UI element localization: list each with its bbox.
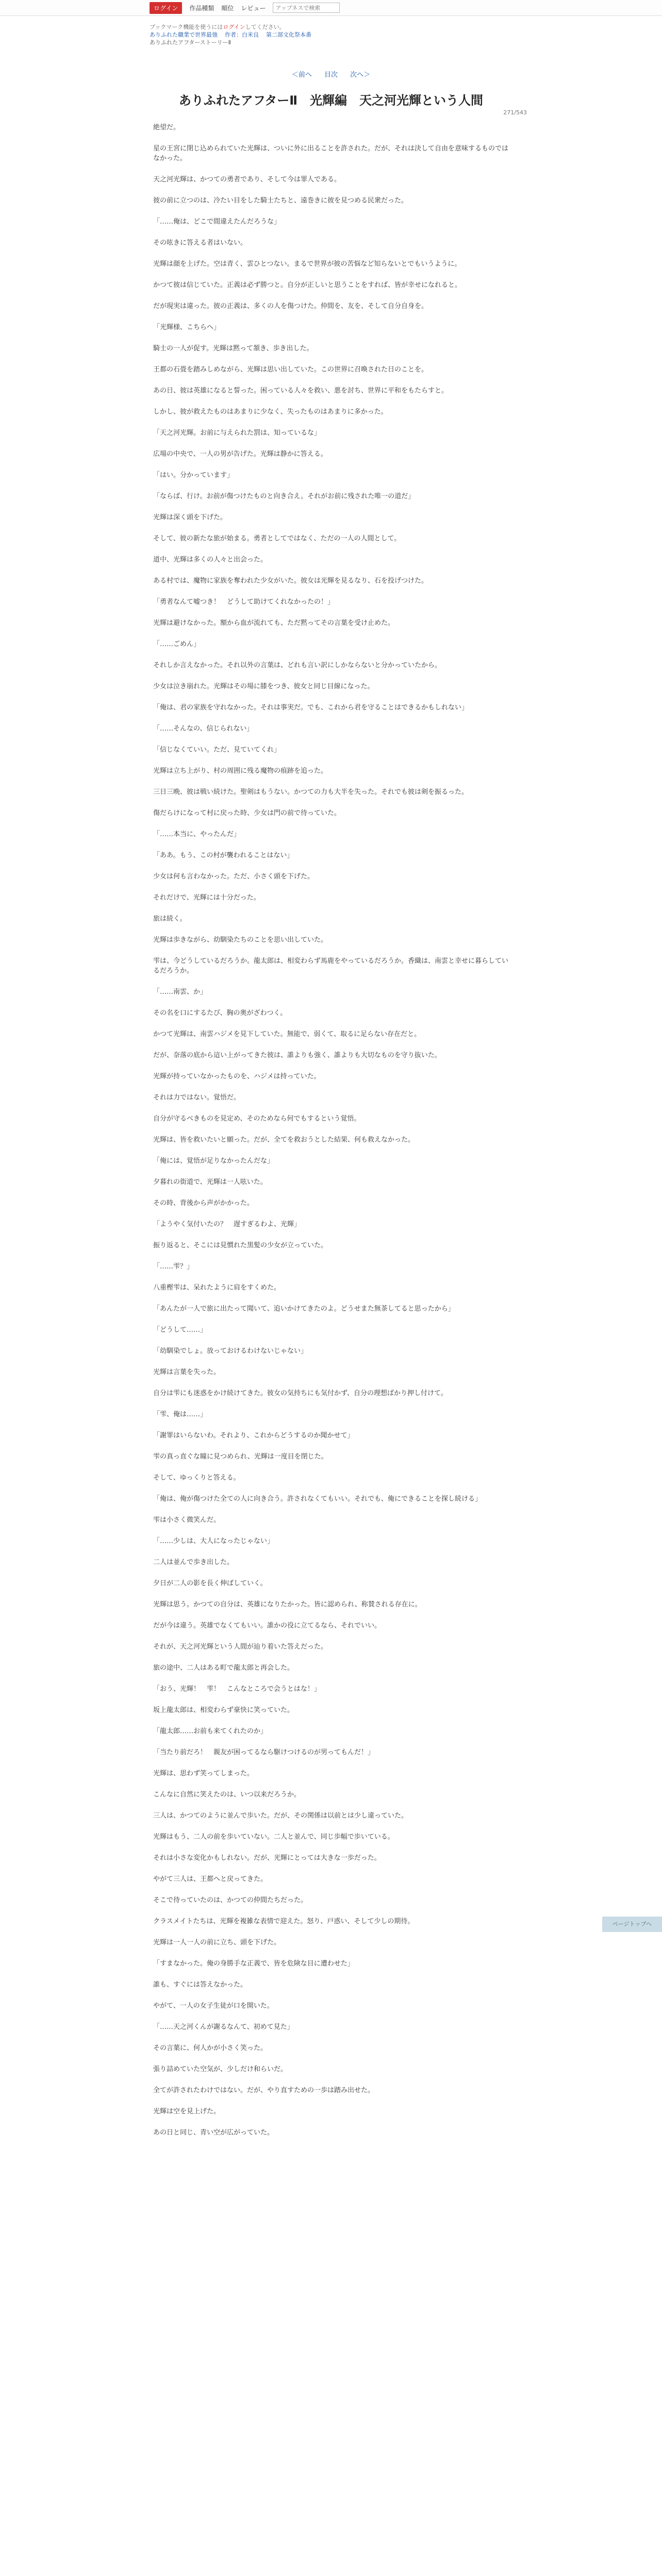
paragraph: 「……本当に、やったんだ」 xyxy=(153,831,241,838)
paragraph: 「おう、光輝！ 雫！ こんなところで会うとはな！」 xyxy=(153,1685,321,1693)
paragraph: ある村では、魔物に家族を奪われた少女がいた。彼女は光輝を見るなり、石を投げつけた。 xyxy=(153,577,428,585)
paragraph: その呟きに答える者はいない。 xyxy=(153,239,247,247)
toc-link[interactable]: 目次 xyxy=(324,71,338,79)
next-link[interactable]: 次へ＞ xyxy=(350,71,371,79)
paragraph: 光輝は空を見上げた。 xyxy=(153,2108,221,2115)
paragraph: 光輝が持っていなかったものを、ハジメは持っていた。 xyxy=(153,1073,321,1080)
paragraph: 「……雫？」 xyxy=(153,1263,194,1270)
paragraph: 「天之河光輝。お前に与えられた罰は、知っているな」 xyxy=(153,429,321,437)
paragraph: あの日、彼は英雄になると誓った。困っている人々を救い、悪を討ち、世界に平和をもたらすと。 xyxy=(153,387,449,395)
paragraph: そして、ゆっくりと答える。 xyxy=(153,1474,240,1482)
paragraph: 夕日が二人の影を長く伸ばしていく。 xyxy=(153,1580,267,1587)
paragraph: それは小さな変化かもしれない。だが、光輝にとっては大きな一歩だった。 xyxy=(153,1854,381,1862)
paragraph: だが現実は違った。彼の正義は、多くの人を傷つけた。仲間を、友を、そして自分自身を。 xyxy=(153,302,428,310)
paragraph: 光輝は、思わず笑ってしまった。 xyxy=(153,1770,254,1777)
paragraph: 「龍太郎……お前も来てくれたのか」 xyxy=(153,1727,268,1735)
paragraph: 「俺は、俺が傷つけた全ての人に向き合う。許されなくてもいい。それでも、俺にできることを探し続ける」 xyxy=(153,1495,482,1503)
paragraph: 「……ごめん」 xyxy=(153,640,201,648)
login-notice xyxy=(150,23,662,31)
paragraph: こんなに自然に笑えたのは、いつ以来だろうか。 xyxy=(153,1791,301,1799)
paragraph: それだけで、光輝には十分だった。 xyxy=(153,894,260,902)
search-input[interactable] xyxy=(273,3,340,13)
paragraph: 光輝は思う。かつての自分は、英雄になりたかった。皆に認められ、称賛される存在に。 xyxy=(153,1601,422,1608)
prev-link[interactable]: ＜前へ xyxy=(291,71,312,79)
paragraph: 少女は泣き崩れた。光輝はその場に膝をつき、彼女と同じ目線になった。 xyxy=(153,683,374,690)
paragraph: 「どうして……」 xyxy=(153,1326,207,1334)
paragraph: その時、背後から声がかかった。 xyxy=(153,1199,254,1207)
series-line xyxy=(150,31,662,39)
paragraph: 星の王宮に閉じ込められていた光輝は、ついに外に出ることを許された。だが、それは決して自由を意味するものではなかった。 xyxy=(153,145,509,162)
paragraph: 光輝は、皆を救いたいと願った。だが、全てを救おうとした結果、何も救えなかった。 xyxy=(153,1136,415,1144)
paragraph: 「……天之河くんが謝るなんて、初めて見た」 xyxy=(153,2023,294,2031)
subtitle: ありふれたアフターストーリーⅡ xyxy=(150,39,231,46)
paragraph: 「俺は、君の家族を守れなかった。それは事実だ。でも、これから君を守ることはできるかもしれない」 xyxy=(153,704,469,711)
paragraph: 「当たり前だろ！ 親友が困ってるなら駆けつけるのが男ってもんだ！」 xyxy=(153,1749,375,1756)
paragraph: その名を口にするたび、胸の奥がざわつく。 xyxy=(153,1009,287,1017)
paragraph: 「……南雲、か」 xyxy=(153,988,207,996)
paragraph: クラスメイトたちは、光輝を複雑な表情で迎えた。怒り、戸惑い、そして少しの期待。 xyxy=(153,1918,415,1925)
paragraph: だが今は違う。英雄でなくてもいい。誰かの役に立てるなら、それでいい。 xyxy=(153,1622,382,1630)
paragraph: 広場の中央で、一人の男が告げた。光輝は静かに答える。 xyxy=(153,450,327,458)
paragraph: 光輝は避けなかった。額から血が流れても、ただ黙ってその言葉を受け止めた。 xyxy=(153,619,395,627)
paragraph: 三人は、かつてのように並んで歩いた。だが、その関係は以前とは少し違っていた。 xyxy=(153,1812,408,1820)
paragraph: 坂上龍太郎は、相変わらず豪快に笑っていた。 xyxy=(153,1706,294,1714)
paragraph: 二人は並んで歩き出した。 xyxy=(153,1558,234,1566)
page-top-button[interactable]: ページトップへ xyxy=(602,1917,662,1932)
paragraph: 「……少しは、大人になったじゃない」 xyxy=(153,1537,274,1545)
paragraph: それが、天之河光輝という人間が辿り着いた答えだった。 xyxy=(153,1643,328,1651)
paragraph: 「ようやく気付いたの？ 遅すぎるわよ、光輝」 xyxy=(153,1221,301,1228)
paragraph: 「あんたが一人で旅に出たって聞いて、追いかけてきたのよ。どうせまた無茶してると思ったから」 xyxy=(153,1305,455,1313)
paragraph: やがて、一人の女子生徒が口を開いた。 xyxy=(153,2002,274,2010)
nav-ranking[interactable]: 順位 xyxy=(221,4,234,12)
paragraph: 光輝はもう、二人の前を歩いていない。二人と並んで、同じ歩幅で歩いている。 xyxy=(153,1833,394,1841)
login-button[interactable]: ログイン xyxy=(150,2,182,14)
paragraph: 光輝は立ち上がり、村の周囲に残る魔物の痕跡を追った。 xyxy=(153,767,328,775)
series-title[interactable]: ありふれた職業で世界最強 xyxy=(150,31,218,38)
paragraph: やがて三人は、王都へと戻ってきた。 xyxy=(153,1875,268,1883)
paragraph: 張り詰めていた空気が、少しだけ和らいだ。 xyxy=(153,2065,288,2073)
paragraph: 誰も、すぐには答えなかった。 xyxy=(153,1981,247,1989)
paragraph: そこで待っていたのは、かつての仲間たちだった。 xyxy=(153,1896,308,1904)
paragraph: 自分は雫にも迷惑をかけ続けてきた。彼女の気持ちにも気付かず、自分の理想ばかり押し付けて。 xyxy=(153,1389,448,1397)
nav-works[interactable]: 作品種類 xyxy=(189,4,214,12)
paragraph: 自分が守るべきものを見定め、そのためなら何でもするという覚悟。 xyxy=(153,1115,361,1123)
episode-number: 271/543 xyxy=(503,109,527,116)
paragraph: 雫は小さく微笑んだ。 xyxy=(153,1516,221,1524)
nav-review[interactable]: レビュー xyxy=(241,4,266,12)
paragraph: 光輝は顔を上げた。空は青く、雲ひとつない。まるで世界が彼の苦悩など知らないとでもいうように。 xyxy=(153,260,461,268)
paragraph: 光輝は歩きながら、幼馴染たちのことを思い出していた。 xyxy=(153,936,328,944)
paragraph: それは力ではない。覚悟だ。 xyxy=(153,1094,241,1101)
paragraph: 振り返ると、そこには見慣れた黒髪の少女が立っていた。 xyxy=(153,1242,328,1249)
paragraph: 雫は、今どうしているだろうか。龍太郎は、相変わらず馬鹿をやっているだろうか。香織は、南雲と幸せに暮らしているだろうか。 xyxy=(153,957,509,975)
paragraph: 彼の前に立つのは、冷たい目をした騎士たちと、遠巻きに彼を見つめる民衆だった。 xyxy=(153,197,408,205)
paragraph: 「はい。分かっています」 xyxy=(153,471,234,479)
notice-pre: ブックマーク機能を使うには xyxy=(150,24,223,30)
paragraph: 「……俺は、どこで間違えたんだろうな」 xyxy=(153,218,281,226)
notice-post: してください。 xyxy=(245,24,285,30)
paragraph: 「……そんなの、信じられない」 xyxy=(153,725,254,733)
paragraph: かつて彼は信じていた。正義は必ず勝つと。自分が正しいと思うことをすれば、皆が幸せになれると。 xyxy=(153,281,462,289)
paragraph: 「ああ。もう、この村が襲われることはない」 xyxy=(153,852,294,859)
paragraph: 旅は続く。 xyxy=(153,915,187,923)
paragraph: 天之河光輝は、かつての勇者であり、そして今は罪人である。 xyxy=(153,176,341,183)
paragraph: 「勇者なんて嘘つき！ どうして助けてくれなかったの！」 xyxy=(153,598,335,606)
paragraph: 光輝は深く頭を下げた。 xyxy=(153,514,227,521)
paragraph: 八重樫雫は、呆れたように肩をすくめた。 xyxy=(153,1284,281,1292)
paragraph: 「信じなくていい。ただ、見ていてくれ」 xyxy=(153,746,281,754)
paragraph: その言葉に、何人かが小さく笑った。 xyxy=(153,2044,268,2052)
header-info xyxy=(0,16,662,46)
paragraph: だが、奈落の底から這い上がってきた彼は、誰よりも強く、誰よりも大切なものを守り抜いた。 xyxy=(153,1052,441,1059)
chapter-title: ありふれたアフターⅡ 光輝編 天之河光輝という人間 xyxy=(178,93,484,108)
paragraph: 道中、光輝は多くの人々と出会った。 xyxy=(153,556,268,564)
paragraph: 王都の石畳を踏みしめながら、光輝は思い出していた。この世界に召喚された日のことを。 xyxy=(153,366,428,374)
paragraph: 「俺には、覚悟が足りなかったんだな」 xyxy=(153,1157,274,1165)
paragraph: そして、彼の新たな旅が始まる。勇者としてではなく、ただの一人の人間として。 xyxy=(153,535,401,543)
paragraph: かつて光輝は、南雲ハジメを見下していた。無能で、弱くて、取るに足らない存在だと。 xyxy=(153,1030,421,1038)
paragraph: 雫の真っ直ぐな瞳に見つめられ、光輝は一度目を閉じた。 xyxy=(153,1453,328,1461)
paragraph: 光輝は言葉を失った。 xyxy=(153,1368,221,1376)
chapter-info: 第二部文化祭本番 xyxy=(266,31,311,38)
paragraph: 「ならば、行け。お前が傷つけたものと向き合え。それがお前に残された唯一の道だ」 xyxy=(153,493,415,500)
paragraph: 傷だらけになって村に戻った時、少女は門の前で待っていた。 xyxy=(153,809,341,817)
paragraph: 「謝罪はいらないわ。それより、これからどうするのか聞かせて」 xyxy=(153,1432,354,1439)
body-text xyxy=(153,123,509,2138)
author[interactable]: 作者：白米良 xyxy=(225,31,259,38)
paragraph: 「光輝様、こちらへ」 xyxy=(153,324,221,331)
notice-login-link[interactable]: ログイン xyxy=(223,24,245,30)
paragraph: 騎士の一人が促す。光輝は黙って頷き、歩き出した。 xyxy=(153,345,313,352)
paragraph: 光輝は一人一人の前に立ち、頭を下げた。 xyxy=(153,1939,281,1946)
paragraph: 「幼馴染でしょ。放っておけるわけないじゃない」 xyxy=(153,1347,308,1355)
paragraph: 「すまなかった。俺の身勝手な正義で、皆を危険な目に遭わせた」 xyxy=(153,1960,354,1968)
paragraph: 少女は何も言わなかった。ただ、小さく頭を下げた。 xyxy=(153,873,315,880)
paragraph: 「雫、俺は……」 xyxy=(153,1411,207,1418)
paragraph: しかし、彼が救えたものはあまりに少なく、失ったものはあまりに多かった。 xyxy=(153,408,388,416)
paragraph: それしか言えなかった。それ以外の言葉は、どれも言い訳にしかならないと分かっていたから。 xyxy=(153,662,442,669)
paragraph: 三日三晩、彼は戦い続けた。聖剣はもうない。かつての力も大半を失った。それでも彼は剣を振るった。 xyxy=(153,788,469,796)
pager xyxy=(0,69,662,79)
paragraph: 夕暮れの街道で、光輝は一人呟いた。 xyxy=(153,1178,267,1186)
paragraph: 全てが許されたわけではない。だが、やり直すための一歩は踏み出せた。 xyxy=(153,2087,375,2094)
paragraph: 旅の途中、二人はある町で龍太郎と再会した。 xyxy=(153,1664,294,1672)
top-bar xyxy=(0,0,662,16)
paragraph: 絶望だ。 xyxy=(153,124,180,131)
paragraph: あの日と同じ、青い空が広がっていた。 xyxy=(153,2129,274,2137)
